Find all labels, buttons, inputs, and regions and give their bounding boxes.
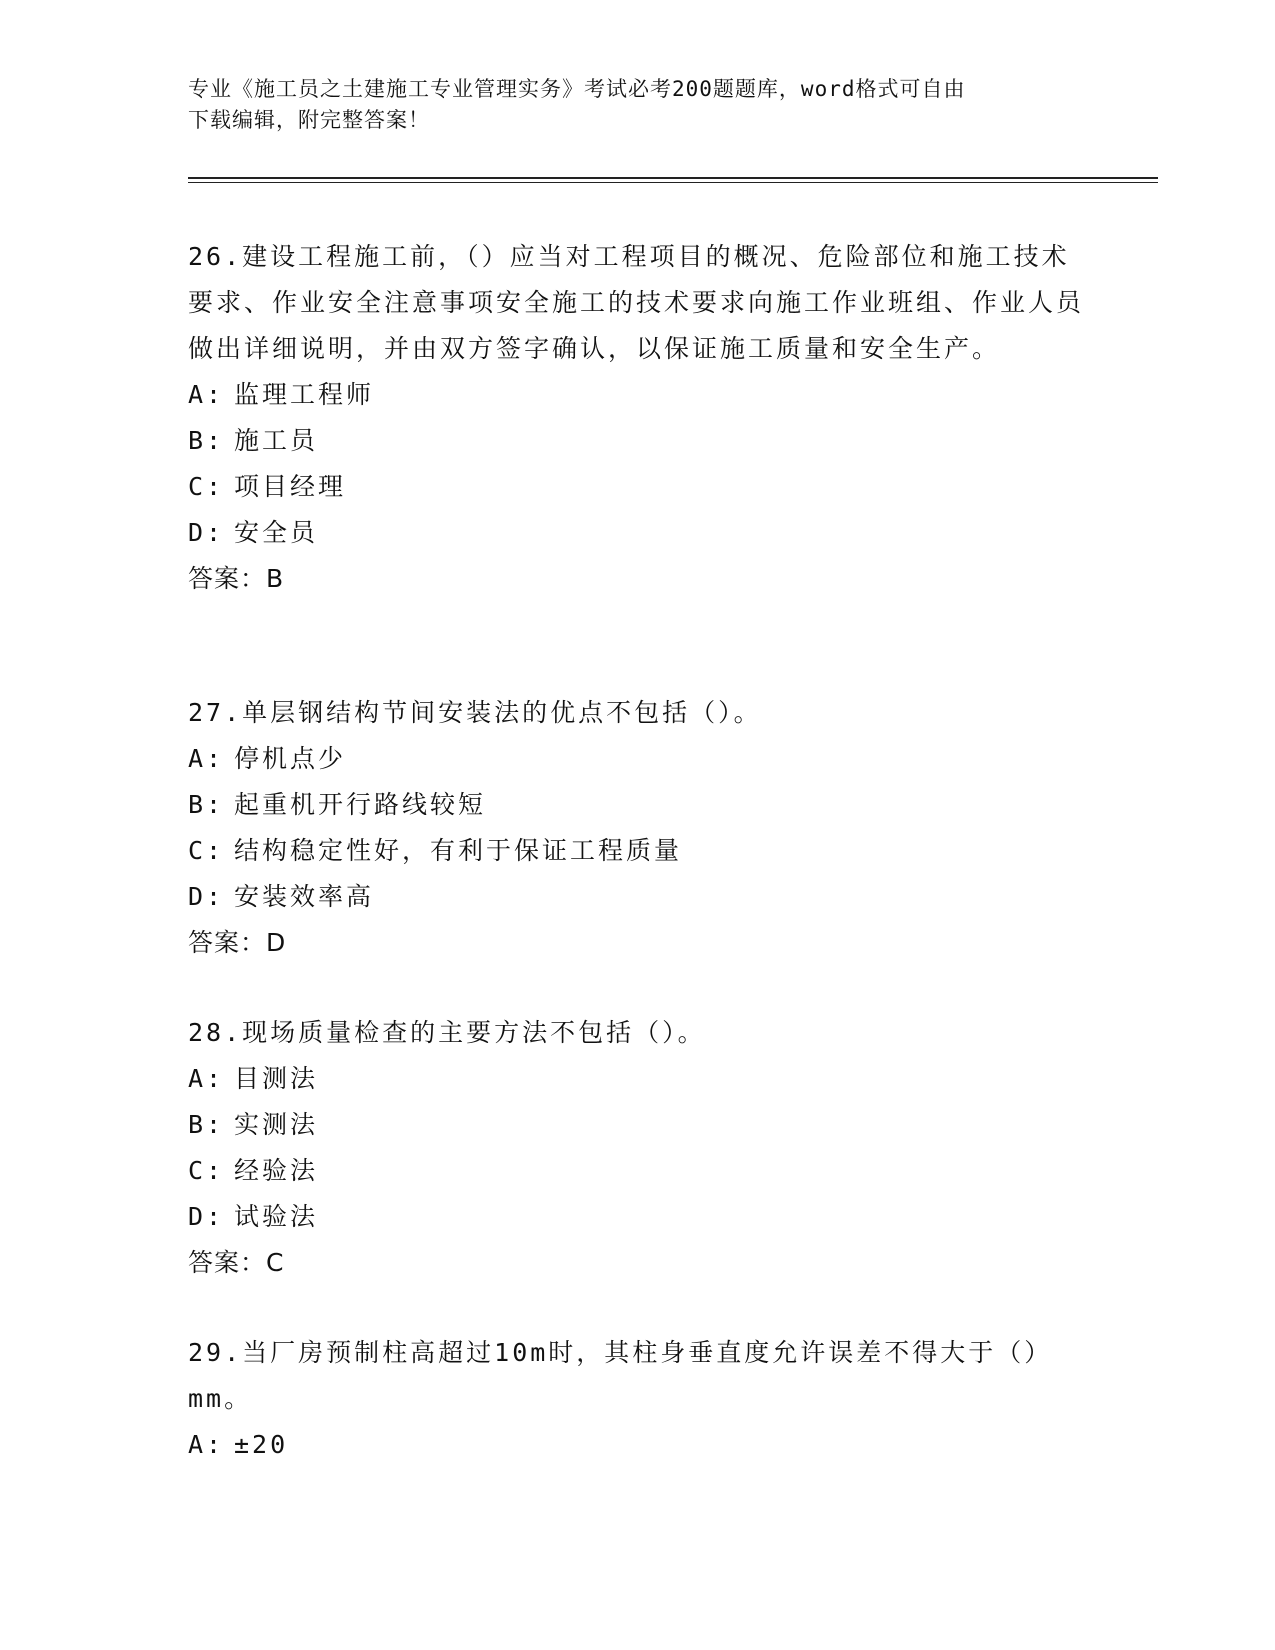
- option-letter: B:: [188, 426, 225, 455]
- question-text: 26.建设工程施工前，（）应当对工程项目的概况、危险部位和施工技术要求、作业安全注意事项安全施工的技术要求向施工作业班组、作业人员做出详细说明，并由双方签字确认，以保证施工质量和安全生产。: [188, 242, 1085, 363]
- option-text: 安全员: [234, 518, 319, 547]
- header-divider-thick: [188, 177, 1158, 179]
- option-c: [188, 464, 1088, 510]
- answer-label: 答案：B: [188, 564, 285, 593]
- document-header: [188, 74, 1088, 136]
- question-text: 27.单层钢结构节间安装法的优点不包括（）。: [188, 698, 762, 727]
- option-b: [188, 1102, 1088, 1148]
- option-d: [188, 510, 1088, 556]
- question-29: [188, 1330, 1088, 1468]
- answer-label: 答案：D: [188, 928, 287, 957]
- option-letter: D:: [188, 1202, 225, 1231]
- option-text: 起重机开行路线较短: [234, 790, 487, 819]
- option-b: [188, 782, 1088, 828]
- header-title-line2: 下载编辑，附完整答案！: [188, 108, 430, 132]
- option-d: [188, 874, 1088, 920]
- header-divider-thin: [188, 182, 1158, 183]
- option-letter: C:: [188, 1156, 225, 1185]
- header-title-line1: 专业《施工员之土建施工专业管理实务》考试必考200题题库，word格式可自由: [188, 77, 966, 101]
- question-text: 29.当厂房预制柱高超过10m时，其柱身垂直度允许误差不得大于（）mm。: [188, 1338, 1053, 1413]
- question-28: [188, 1010, 1088, 1286]
- option-text: 施工员: [234, 426, 319, 455]
- option-letter: D:: [188, 882, 225, 911]
- question-26: [188, 234, 1088, 602]
- option-letter: A:: [188, 744, 225, 773]
- question-27: [188, 690, 1088, 966]
- option-letter: B:: [188, 1110, 225, 1139]
- option-b: [188, 418, 1088, 464]
- option-text: 监理工程师: [234, 380, 375, 409]
- option-text: 实测法: [234, 1110, 319, 1139]
- option-a: [188, 372, 1088, 418]
- option-text: 目测法: [234, 1064, 319, 1093]
- option-text: 试验法: [234, 1202, 319, 1231]
- option-text: 结构稳定性好，有利于保证工程质量: [234, 836, 683, 865]
- option-c: [188, 828, 1088, 874]
- question-text: 28.现场质量检查的主要方法不包括（）。: [188, 1018, 706, 1047]
- option-a: [188, 736, 1088, 782]
- answer-label: 答案：C: [188, 1248, 285, 1277]
- option-a: [188, 1422, 1088, 1468]
- option-letter: D:: [188, 518, 225, 547]
- option-letter: A:: [188, 1064, 225, 1093]
- option-letter: B:: [188, 790, 225, 819]
- option-a: [188, 1056, 1088, 1102]
- option-letter: C:: [188, 472, 225, 501]
- option-text: 安装效率高: [234, 882, 375, 911]
- option-text: 经验法: [234, 1156, 319, 1185]
- option-c: [188, 1148, 1088, 1194]
- option-letter: A:: [188, 380, 225, 409]
- option-letter: C:: [188, 836, 225, 865]
- option-letter: A:: [188, 1430, 225, 1459]
- option-text: ±20: [234, 1430, 289, 1459]
- option-d: [188, 1194, 1088, 1240]
- option-text: 项目经理: [234, 472, 347, 501]
- option-text: 停机点少: [234, 744, 347, 773]
